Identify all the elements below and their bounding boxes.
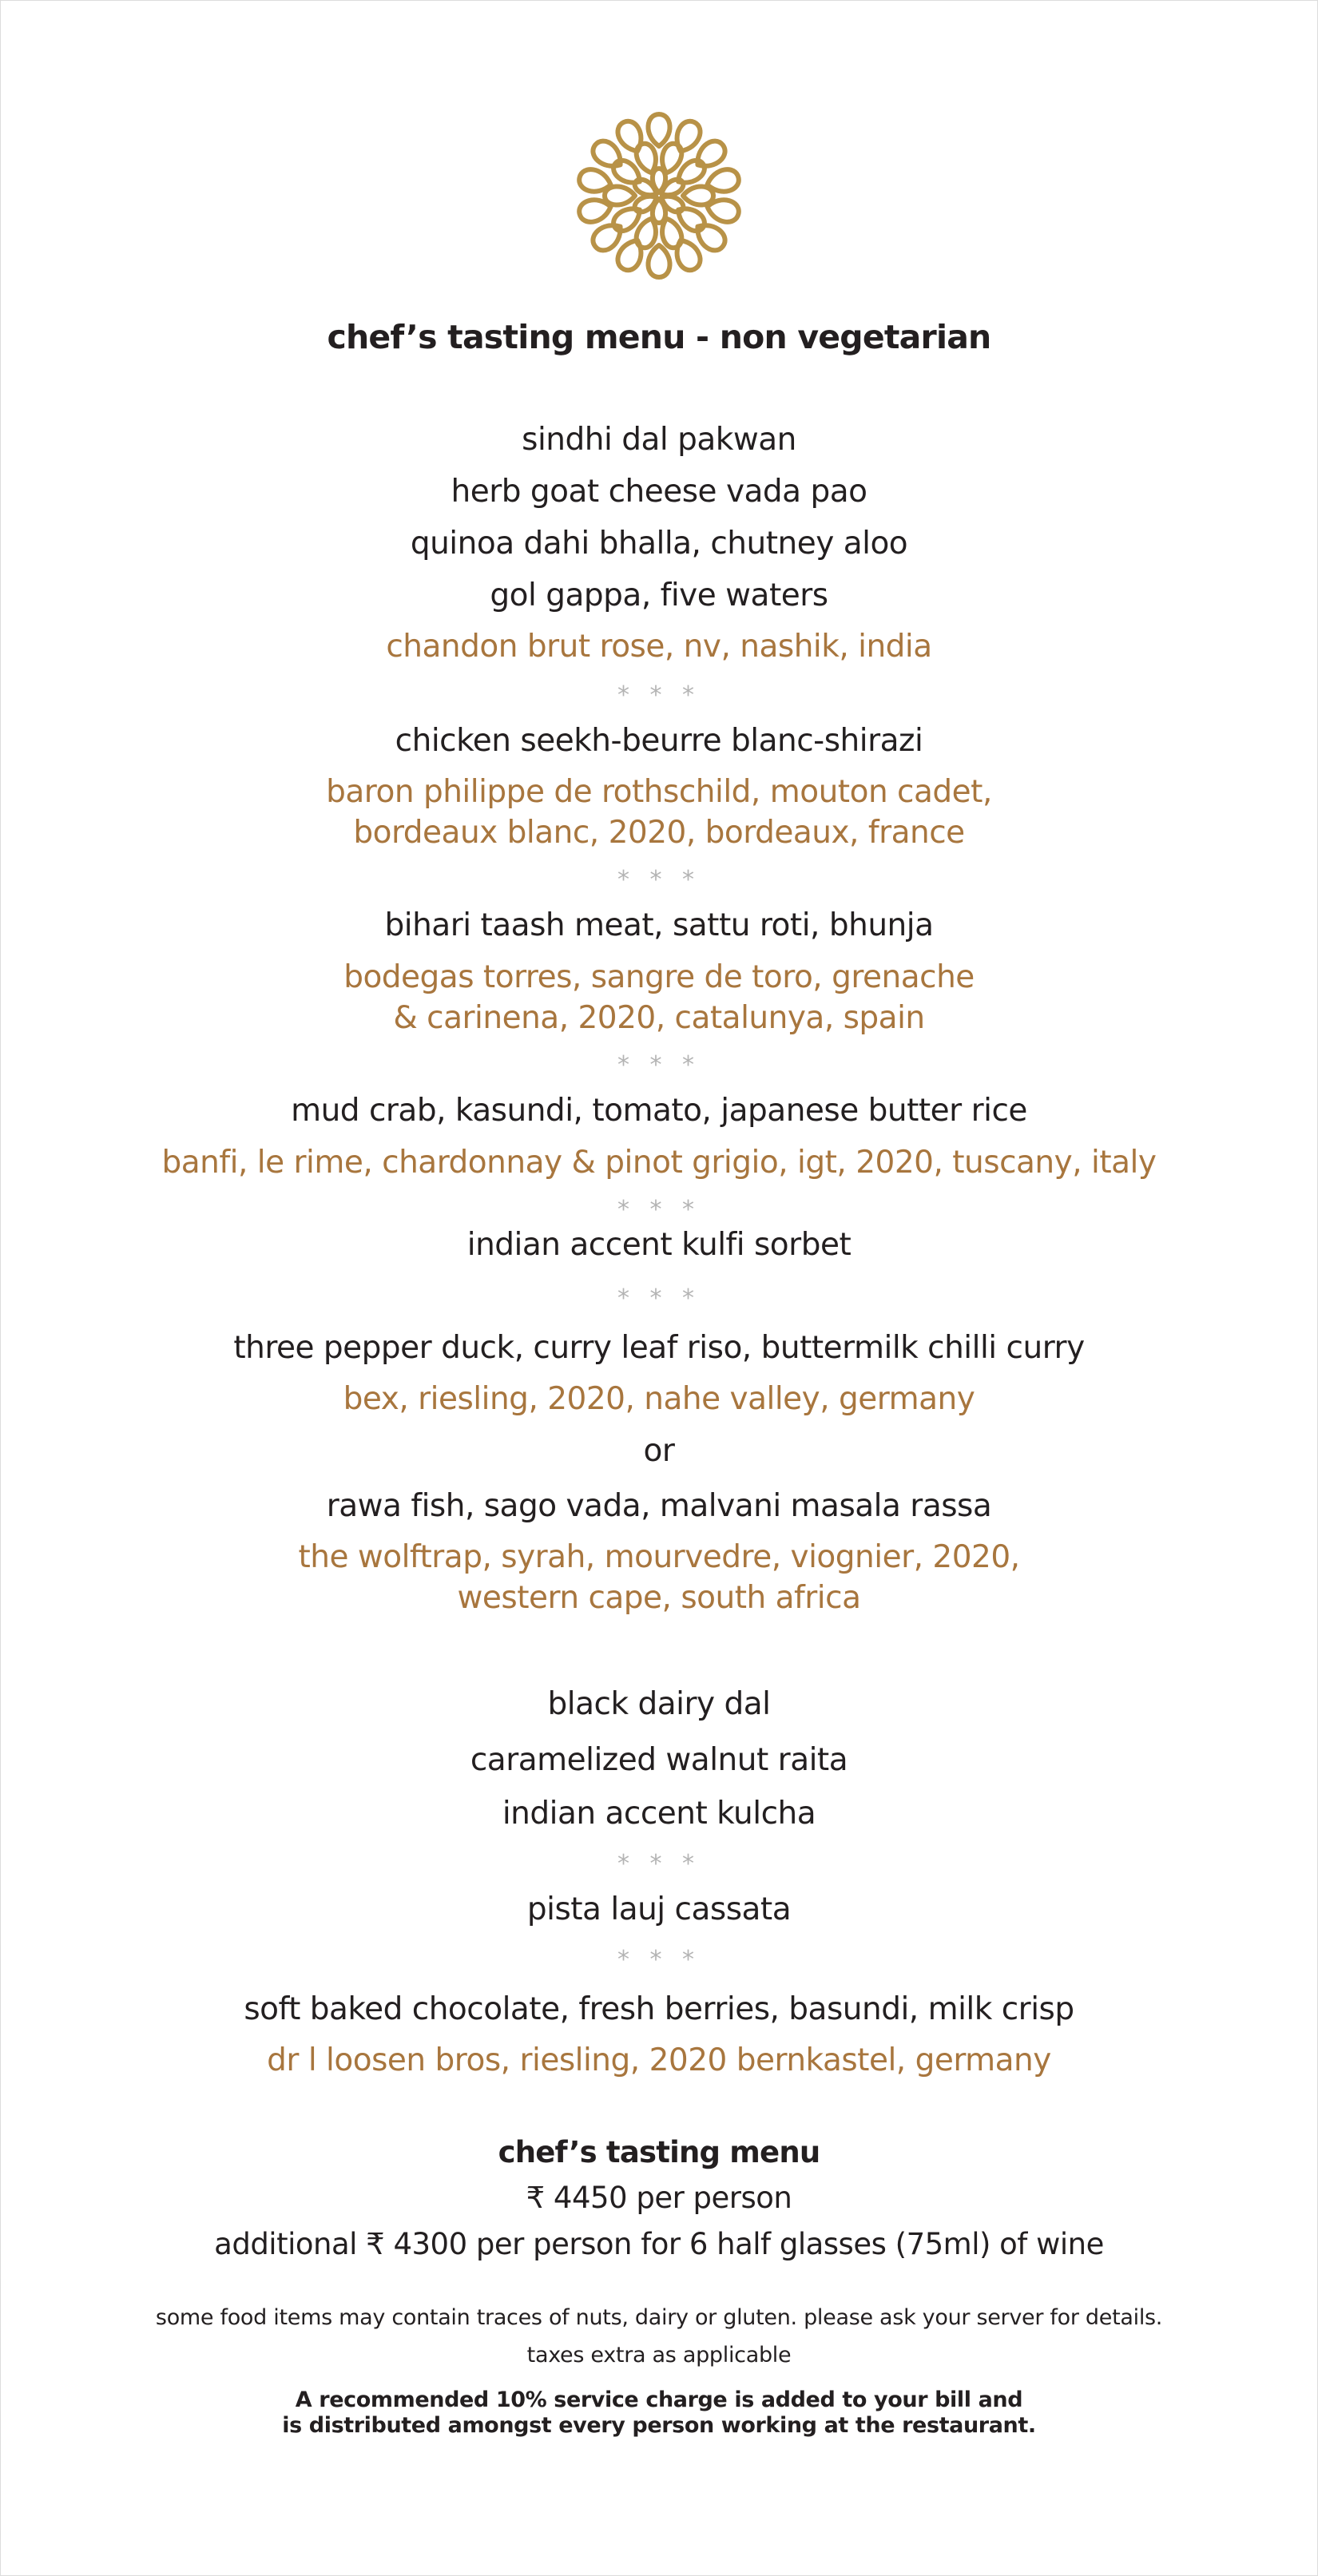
dish-item: herb goat cheese vada pao <box>451 474 867 510</box>
course-separator: * * * <box>617 1051 701 1079</box>
course-separator: * * * <box>617 1284 701 1312</box>
course-separator: * * * <box>617 681 701 709</box>
dish-item: quinoa dahi bhalla, chutney aloo <box>410 526 908 562</box>
wine-pairing: & carinena, 2020, catalunya, spain <box>393 1000 925 1036</box>
wine-pairing: baron philippe de rothschild, mouton cadet, <box>326 774 992 810</box>
dish-item: pista lauj cassata <box>526 1891 792 1927</box>
wine-pairing: the wolftrap, syrah, mourvedre, viognier, 2020, <box>298 1539 1020 1575</box>
dish-item: rawa fish, sago vada, malvani masala rassa <box>326 1488 992 1524</box>
course-separator: * * * <box>617 1196 701 1224</box>
wine-pairing: bordeaux blanc, 2020, bordeaux, france <box>353 815 965 851</box>
menu-title: chef’s tasting menu - non vegetarian <box>327 318 991 356</box>
lotus-flower-icon <box>571 108 747 284</box>
price-per-person: ₹ 4450 per person <box>526 2181 792 2215</box>
dish-item: indian accent kulcha <box>502 1796 816 1832</box>
wine-pairing: dr l loosen bros, riesling, 2020 bernkastel, germany <box>267 2042 1051 2078</box>
dish-item: sindhi dal pakwan <box>522 422 796 458</box>
wine-pairing: bex, riesling, 2020, nahe valley, germany <box>343 1381 975 1417</box>
wine-pairing: chandon brut rose, nv, nashik, india <box>386 629 932 665</box>
dish-item: black dairy dal <box>547 1686 771 1722</box>
allergen-note: some food items may contain traces of nuts, dairy or gluten. please ask your server for details. <box>155 2305 1163 2330</box>
service-charge-note: is distributed amongst every person working at the restaurant. <box>282 2413 1036 2438</box>
wine-pairing: banfi, le rime, chardonnay & pinot grigio, igt, 2020, tuscany, italy <box>161 1145 1157 1181</box>
course-separator: * * * <box>617 1946 701 1974</box>
service-charge-note: A recommended 10% service charge is added to your bill and <box>295 2387 1023 2412</box>
dish-item: caramelized walnut raita <box>470 1742 848 1778</box>
dish-item: chicken seekh-beurre blanc-shirazi <box>395 723 923 759</box>
dish-item: bihari taash meat, sattu roti, bhunja <box>384 907 934 943</box>
dish-item: soft baked chocolate, fresh berries, basundi, milk crisp <box>244 1991 1074 2027</box>
or-divider: or <box>643 1433 675 1469</box>
dish-item: mud crab, kasundi, tomato, japanese butter rice <box>291 1093 1027 1129</box>
dish-item: indian accent kulfi sorbet <box>466 1227 852 1263</box>
course-separator: * * * <box>617 1850 701 1878</box>
pricing-title: chef’s tasting menu <box>498 2135 820 2169</box>
wine-pairing: bodegas torres, sangre de toro, grenache <box>343 959 975 995</box>
course-separator: * * * <box>617 866 701 894</box>
wine-pairing-price: additional ₹ 4300 per person for 6 half glasses (75ml) of wine <box>214 2227 1104 2261</box>
wine-pairing: western cape, south africa <box>457 1580 861 1616</box>
taxes-note: taxes extra as applicable <box>526 2343 792 2368</box>
dish-item: gol gappa, five waters <box>490 578 828 613</box>
dish-item: three pepper duck, curry leaf riso, buttermilk chilli curry <box>233 1330 1085 1366</box>
